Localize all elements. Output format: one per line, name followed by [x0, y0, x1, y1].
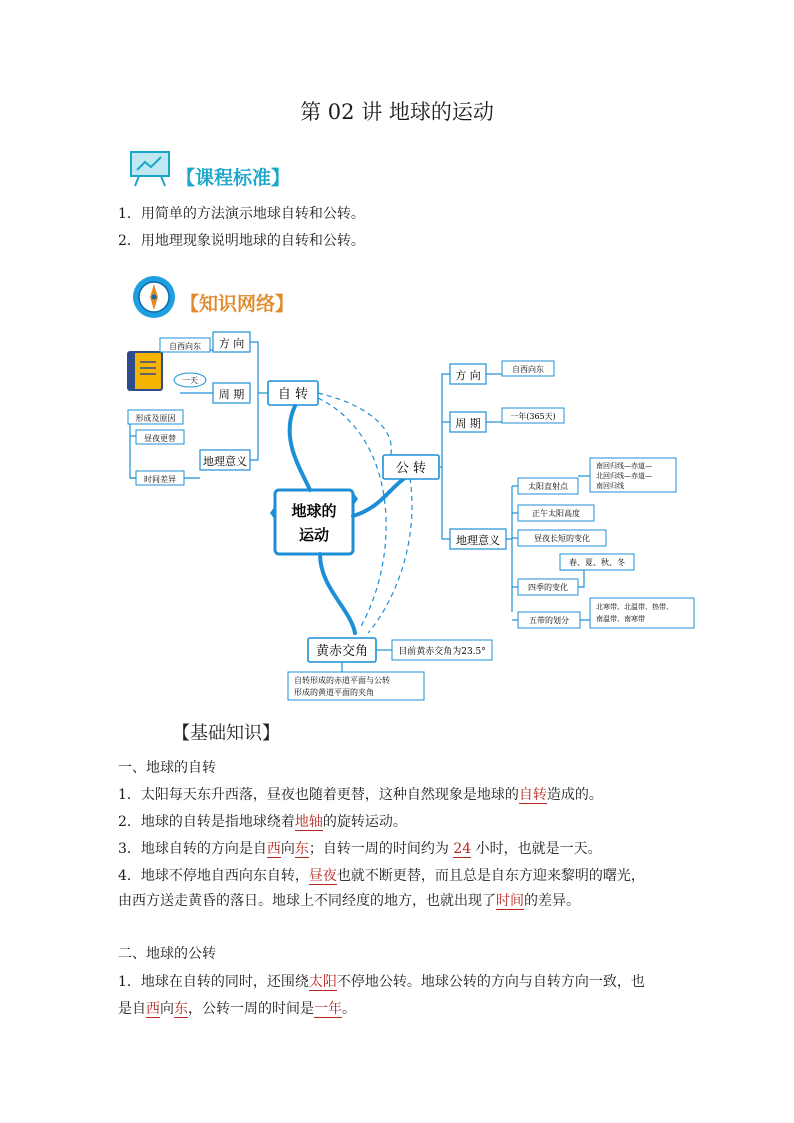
rotation-meaning-head: 形成及原因	[135, 414, 176, 423]
rotation-direction-label: 方 向	[218, 337, 245, 350]
rotation-period-value: 一天	[182, 376, 198, 385]
sun-line-2: 北回归线—赤道—	[596, 472, 652, 480]
rotation-p2: 2．地球的自转是指地球绕着地轴的旋转运动。	[118, 814, 407, 830]
blank-west-2: 西	[146, 1001, 160, 1017]
blank-east-2: 东	[174, 1001, 188, 1017]
rotation-period-label: 周 期	[218, 388, 245, 401]
book-icon	[128, 352, 162, 390]
center-node-line2: 运动	[298, 526, 330, 544]
teaching-board-icon	[127, 148, 175, 188]
blank-rotation: 自转	[518, 787, 547, 803]
obliquity-def-1: 自转形成的赤道平面与公转	[294, 676, 390, 685]
revolution-item-4: 四季的变化	[528, 583, 568, 592]
rotation-meaning-item-2: 时间差异	[144, 475, 176, 484]
revolution-item-5: 五带的划分	[529, 616, 569, 625]
rotation-node: 自 转	[277, 387, 309, 402]
revolution-p1a: 1．地球在自转的同时，还围绕太阳不停地公转。地球公转的方向与自转方向一致，也	[118, 974, 645, 990]
rotation-heading: 一、地球的自转	[118, 760, 216, 776]
blank-day-night: 昼夜	[308, 868, 337, 884]
blank-sun: 太阳	[308, 974, 337, 990]
revolution-p1b: 是自西向东，公转一周的时间是一年。	[118, 1001, 356, 1017]
zones-line-2: 南温带、南寒带	[596, 615, 645, 623]
revolution-period-value: 一年(365天)	[510, 412, 556, 421]
rotation-p1: 1．太阳每天东升西落，昼夜也随着更替，这种自然现象是地球的自转造成的。	[118, 787, 603, 803]
revolution-item-2: 正午太阳高度	[532, 509, 580, 518]
section-header-standard: 【课程标准】	[176, 167, 291, 189]
center-node-line1: 地球的	[291, 502, 337, 520]
knowledge-mindmap	[120, 328, 710, 708]
blank-axis: 地轴	[294, 814, 323, 830]
section-header-network: 【知识网络】	[180, 293, 295, 315]
rotation-p4a: 4．地球不停地自西向东自转，昼夜也就不断更替，而且总是自东方迎来黎明的曙光，	[118, 868, 645, 884]
blank-24: 24	[453, 841, 472, 857]
revolution-period-label: 周 期	[455, 417, 481, 430]
revolution-heading: 二、地球的公转	[118, 946, 216, 962]
revolution-item-3: 昼夜长短的变化	[534, 534, 590, 543]
rotation-direction-value: 自西向东	[169, 342, 201, 351]
rotation-p3: 3．地球自转的方向是自西向东；自转一周的时间约为 24 小时，也就是一天。	[118, 841, 602, 857]
revolution-meaning-label: 地理意义	[456, 534, 500, 547]
revolution-direction-value: 自西向东	[512, 365, 544, 374]
blank-west: 西	[266, 841, 281, 857]
obliquity-def-2: 形成的黄道平面的夹角	[294, 688, 374, 697]
rotation-meaning-item-1: 昼夜更替	[144, 434, 176, 443]
rotation-meaning-label: 地理意义	[203, 455, 247, 468]
revolution-item-1: 太阳直射点	[528, 482, 568, 491]
zones-line-1: 北寒带、北温带、热带、	[596, 603, 673, 611]
obliquity-value: 目前黄赤交角为23.5°	[398, 647, 486, 657]
standard-item-1: 1．用简单的方法演示地球自转和公转。	[118, 206, 365, 222]
compass-icon	[131, 274, 177, 320]
sun-line-3: 南回归线	[596, 482, 624, 490]
blank-one-year: 一年	[314, 1001, 342, 1017]
section-header-basic: 【基础知识】	[172, 723, 280, 744]
blank-time: 时间	[496, 893, 524, 909]
seasons-value: 春、夏、秋、冬	[569, 558, 625, 567]
obliquity-node: 黄赤交角	[315, 644, 369, 659]
revolution-node: 公 转	[395, 461, 427, 476]
blank-east: 东	[294, 841, 309, 857]
revolution-direction-label: 方 向	[455, 369, 481, 382]
page-title: 第 02 讲 地球的运动	[300, 100, 494, 124]
rotation-p4b: 由西方送走黄昏的落日。地球上不同经度的地方，也就出现了时间的差异。	[118, 893, 580, 909]
standard-item-2: 2．用地理现象说明地球的自转和公转。	[118, 233, 365, 249]
sun-line-1: 南回归线—赤道—	[596, 462, 652, 470]
